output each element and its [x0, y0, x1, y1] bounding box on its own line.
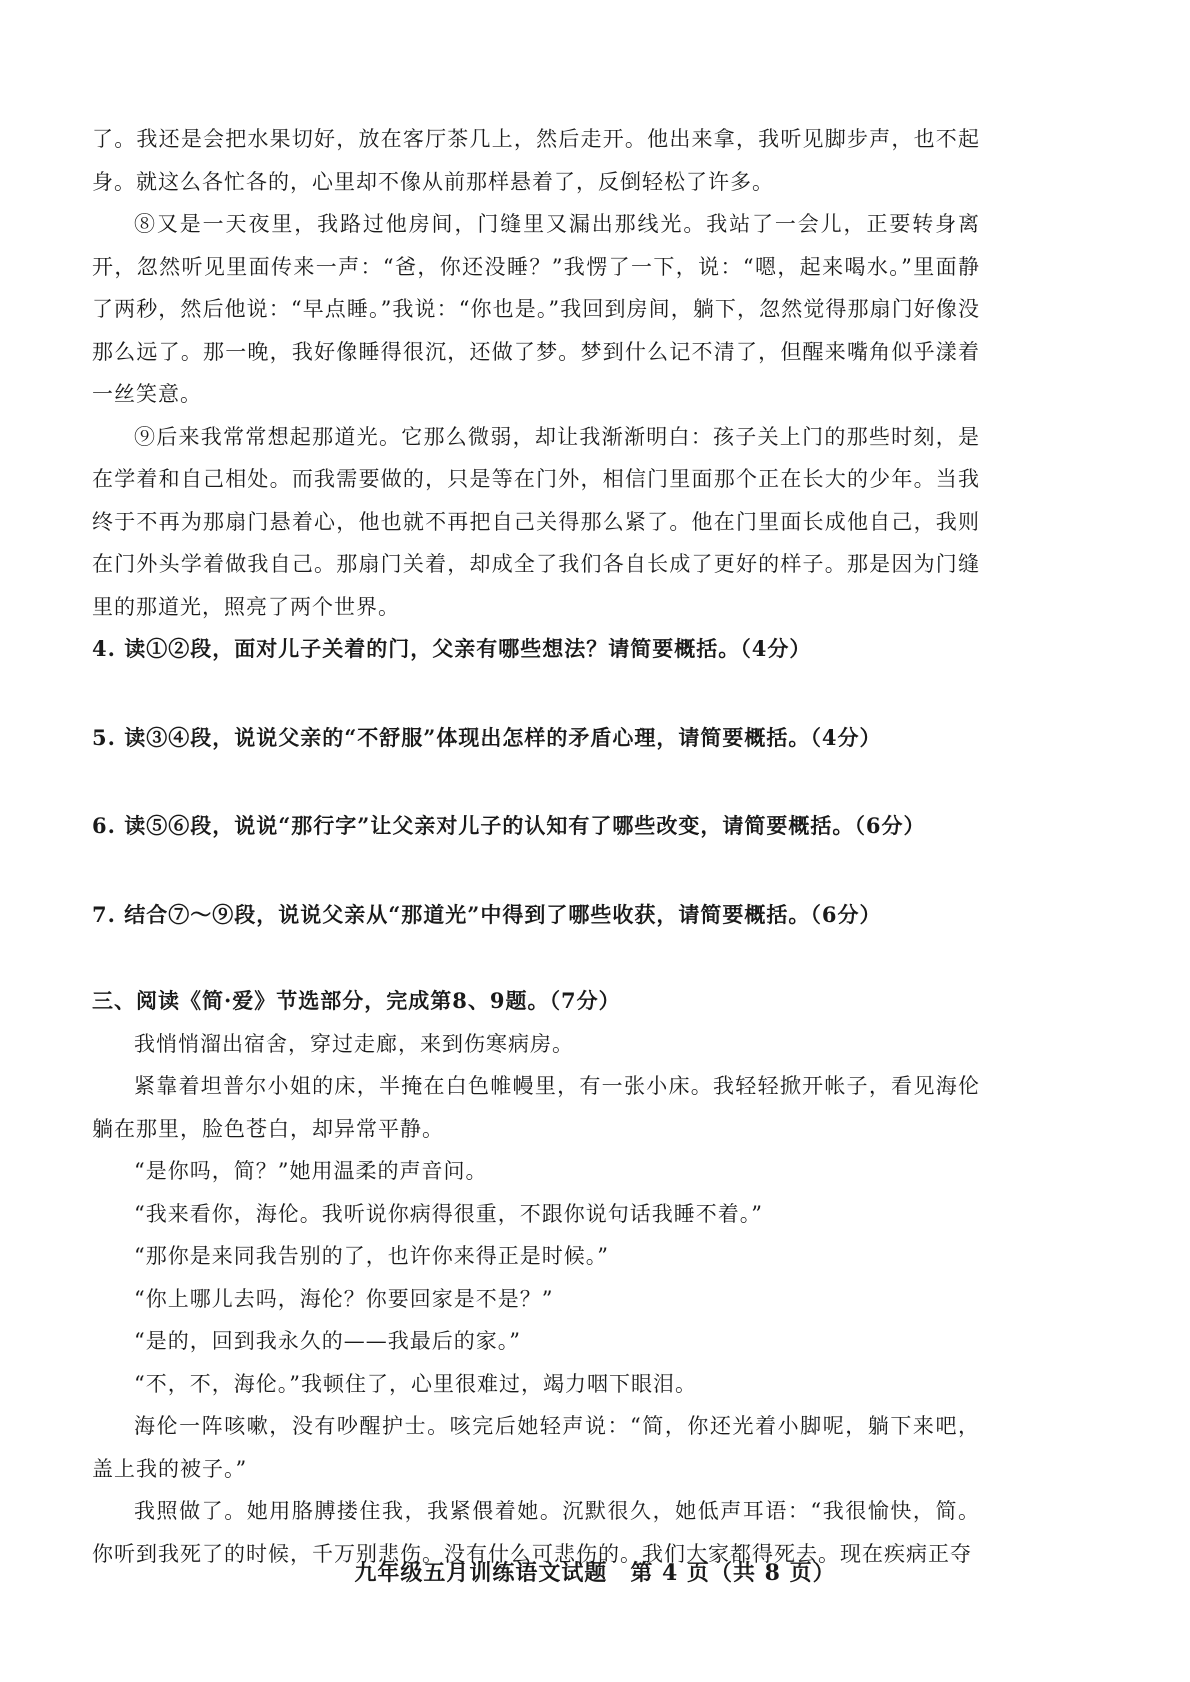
- passage-paragraph-9: ⑨后来我常常想起那道光。它那么微弱，却让我渐渐明白：孩子关上门的那些时刻，是在学着和自己相处。而我需要做的，只是等在门外，相信门里面那个正在长大的少年。当我终于不再为那扇门悬着心，他也就不再把自己关得那么紧了。他在门里面长成他自己，我则在门外头学着做我自己。那扇门关着，却成全了我们各自长成了更好的样子。那是因为门缝里的那道光，照亮了两个世界。: [92, 424, 980, 619]
- question-7: 7. 结合⑦～⑨段，说说父亲从“那道光”中得到了哪些收获，请简要概括。（6分）: [92, 901, 882, 927]
- page-footer: 九年级五月训练语文试题 第 4 页（共 8 页）: [354, 1560, 836, 1586]
- question-6: 6. 读⑤⑥段，说说“那行字”让父亲对儿子的认知有了哪些改变，请简要概括。（6分）: [92, 813, 926, 838]
- jane-eyre-paragraph: 海伦一阵咳嗽，没有吵醒护士。咳完后她轻声说：“简，你还光着小脚呢，躺下来吧，盖上我的被子。”: [92, 1414, 980, 1481]
- section-3-heading: 三、阅读《简·爱》节选部分，完成第8、9题。（7分）: [92, 988, 621, 1013]
- jane-eyre-paragraph: “不，不，海伦。”我顿住了，心里很难过，竭力咽下眼泪。: [134, 1371, 697, 1396]
- jane-eyre-paragraph: 紧靠着坦普尔小姐的床，半掩在白色帷幔里，有一张小床。我轻轻掀开帐子，看见海伦躺在那里，脸色苍白，却异常平静。: [92, 1074, 980, 1141]
- jane-eyre-paragraph: “那你是来同我告别的了，也许你来得正是时候。”: [134, 1244, 609, 1268]
- passage-paragraph-8: ⑧又是一天夜里，我路过他房间，门缝里又漏出那线光。我站了一会儿，正要转身离开，忽然听见里面传来一声：“爸，你还没睡？”我愣了一下，说：“嗯，起来喝水。”里面静了两秒，然后他说：“早点睡。”我说：“你也是。”我回到房间，躺下，忽然觉得那扇门好像没那么远了。那一晚，我好像睡得很沉，还做了梦。梦到什么记不清了，但醒来嘴角似乎漾着一丝笑意。: [92, 212, 980, 406]
- jane-eyre-paragraph: “是的，回到我永久的——我最后的家。”: [134, 1329, 521, 1353]
- question-5: 5. 读③④段，说说父亲的“不舒服”体现出怎样的矛盾心理，请简要概括。（4分）: [92, 724, 882, 750]
- passage-paragraph-7-end: 了。我还是会把水果切好，放在客厅茶几上，然后走开。他出来拿，我听见脚步声，也不起身。就这么各忙各的，心里却不像从前那样悬着了，反倒轻松了许多。: [92, 127, 980, 194]
- jane-eyre-paragraph: “是你吗，简？”她用温柔的声音问。: [134, 1159, 488, 1183]
- page-text: [92, 118, 980, 1575]
- question-4: 4. 读①②段，面对儿子关着的门，父亲有哪些想法？请简要概括。（4分）: [92, 636, 812, 661]
- jane-eyre-paragraph: 我悄悄溜出宿舍，穿过走廊，来到伤寒病房。: [134, 1031, 574, 1056]
- jane-eyre-paragraph: “我来看你，海伦。我听说你病得很重，不跟你说句话我睡不着。”: [134, 1201, 763, 1226]
- jane-eyre-paragraph: “你上哪儿去吗，海伦？你要回家是不是？”: [134, 1286, 554, 1311]
- jane-eyre-paragraph: 我照做了。她用胳膊搂住我，我紧偎着她。沉默很久，她低声耳语：“我很愉快，简。你听到我死了的时候，千万别悲伤。没有什么可悲伤的。我们大家都得死去。现在疾病正夺: [92, 1499, 980, 1566]
